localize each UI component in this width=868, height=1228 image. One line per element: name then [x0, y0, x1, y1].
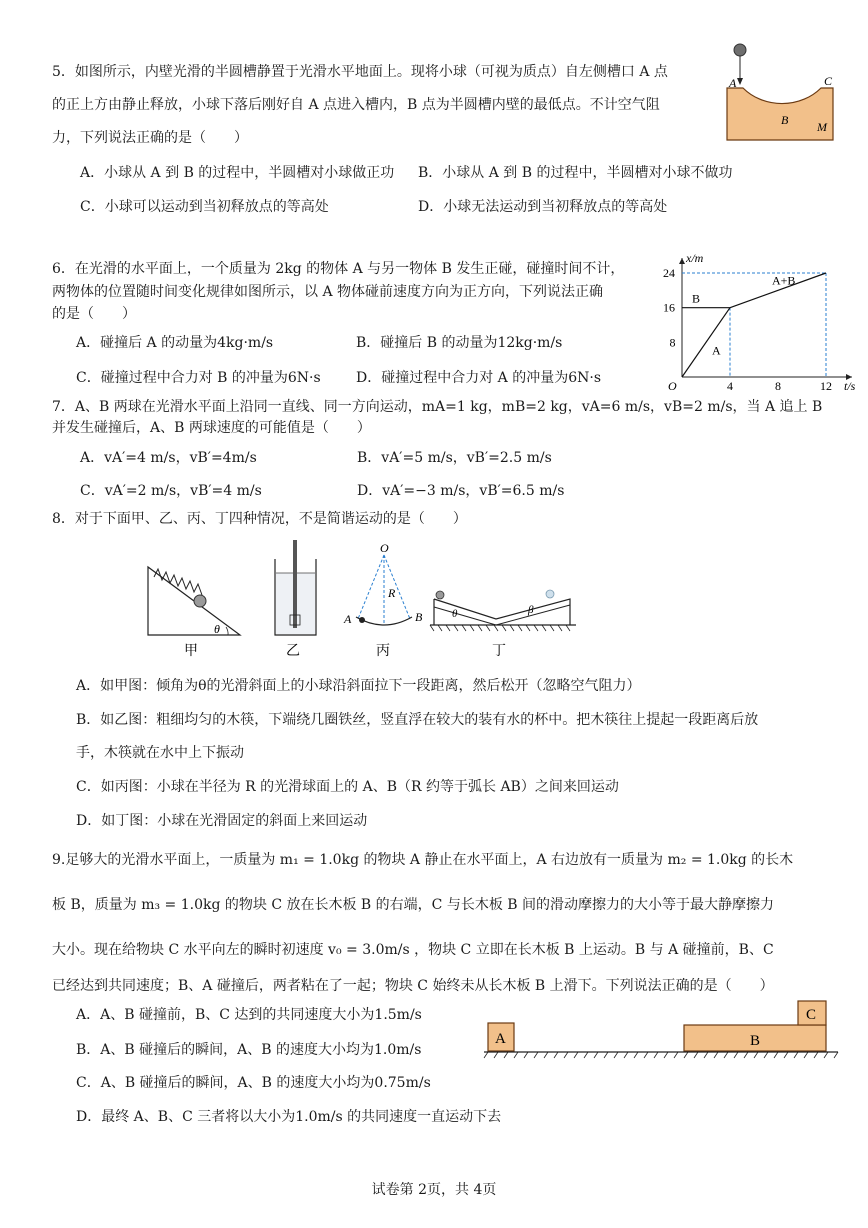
- q6-stem-line-2: 两物体的位置随时间变化规律如图所示，以 A 物体碰前速度方向为正方向，下列说法正确: [52, 284, 604, 300]
- label-yi: 乙: [286, 644, 300, 659]
- q9-stem-line-2: 板 B，质量为 m₃ = 1.0kg 的物块 C 放在长木板 B 的右端，C 与长木板 B 间的滑动摩擦力的大小等于最大静摩擦力: [52, 897, 775, 913]
- q9-option-a: A．A、B 碰撞前，B、C 达到的共同速度大小为1.5m/s: [76, 1007, 422, 1023]
- label-m: M: [817, 120, 827, 134]
- x-tick-label: 12: [820, 379, 832, 390]
- q5-option-b: B．小球从 A 到 B 的过程中，半圆槽对小球不做功: [418, 165, 733, 181]
- q8-option-c: C．如丙图：小球在半径为 R 的光滑球面上的 A、B（R 约等于弧长 AB）之间来回运动: [76, 779, 619, 795]
- label-bing: 丙: [376, 644, 390, 659]
- label-board-b: B: [750, 1033, 761, 1049]
- q9-option-d: D．最终 A、B、C 三者将以大小为1.0m/s 的共同速度一直运动下去: [76, 1109, 502, 1125]
- bing-r: R: [388, 586, 396, 600]
- series-label-a-plus-b: A+B: [772, 273, 796, 288]
- ding-beta: β: [528, 604, 534, 616]
- q6-option-c: C．碰撞过程中合力对 B 的冲量为6N·s: [76, 370, 321, 386]
- origin-label: O: [668, 379, 677, 390]
- q9-option-b: B．A、B 碰撞后的瞬间，A、B 的速度大小均为1.0m/s: [76, 1042, 422, 1058]
- q9-blocks-figure: [480, 998, 844, 1064]
- q7-stem-line-2: 并发生碰撞后，A、B 两球速度的可能值是（ ）: [52, 420, 371, 436]
- x-tick-label: 8: [775, 379, 781, 390]
- label-block-a: A: [495, 1031, 506, 1047]
- y-tick-label: 24: [663, 266, 675, 280]
- series-line-a: [682, 308, 730, 377]
- q5-stem-line-3: 力，下列说法正确的是（ ）: [52, 130, 248, 146]
- q5-stem-line-2: 的正上方由静止释放，小球下落后刚好自 A 点进入槽内，B 点为半圆槽内壁的最低点。不计空气阻: [52, 97, 660, 113]
- x-axis-label: t/s: [844, 379, 856, 390]
- bing-o: O: [380, 541, 389, 555]
- q6-stem-line-3: 的是（ ）: [52, 306, 136, 322]
- q5-option-d: D．小球无法运动到当初释放点的等高处: [418, 199, 668, 215]
- figure-bing: [343, 541, 423, 659]
- q6-option-b: B．碰撞后 B 的动量为12kg·m/s: [356, 335, 563, 351]
- q8-figures: [140, 537, 580, 665]
- q5-stem-line-1: 5．如图所示，内壁光滑的半圆槽静置于光滑水平地面上。现将小球（可视为质点）自左侧槽口 A 点: [52, 64, 668, 80]
- ding-theta: θ: [452, 608, 458, 620]
- y-axis-arrow: [679, 258, 685, 264]
- series-label-b: B: [692, 291, 701, 306]
- figure-ding: [430, 590, 576, 659]
- y-tick-label: 8: [669, 335, 676, 350]
- page-footer: 试卷第 2页，共 4页: [371, 1182, 497, 1198]
- label-block-c: C: [806, 1007, 817, 1023]
- q8-option-b-line-1: B．如乙图：粗细均匀的木筷，下端绕几圈铁丝，竖直浮在较大的装有水的杯中。把木筷往上提起一段距离后放: [76, 712, 759, 728]
- q6-option-d: D．碰撞过程中合力对 A 的冲量为6N·s: [356, 370, 602, 386]
- q6-position-time-chart: [658, 250, 864, 390]
- q9-stem-line-4: 已经达到共同速度；B、A 碰撞后，两者粘在了一起；物块 C 始终未从长木板 B 上滑下。下列说法正确的是（ ）: [52, 978, 774, 994]
- q5-option-a: A．小球从 A 到 B 的过程中，半圆槽对小球做正功: [80, 165, 395, 181]
- label-c: C: [824, 74, 833, 88]
- bing-a: A: [344, 612, 352, 626]
- q5-half-pipe-figure: [715, 38, 845, 144]
- figure-yi: [275, 540, 316, 659]
- q7-stem-line-1: 7．A、B 两球在光滑水平面上沿同一直线、同一方向运动，mA=1 kg，mB=2 kg，vA=6 m/s，vB=2 m/s，当 A 追上 B: [52, 399, 823, 415]
- q6-option-a: A．碰撞后 A 的动量为4kg·m/s: [76, 335, 274, 351]
- q7-option-a: A．vA′=4 m/s，vB′=4m/s: [80, 450, 257, 466]
- q8-option-a: A．如甲图：倾角为θ的光滑斜面上的小球沿斜面拉下一段距离，然后松开（忽略空气阻力）: [76, 678, 641, 694]
- q7-option-d: D．vA′=−3 m/s，vB′=6.5 m/s: [357, 483, 565, 499]
- jia-theta: θ: [214, 622, 220, 636]
- q9-stem-line-1: 9.足够大的光滑水平面上，一质量为 m₁ = 1.0kg 的物块 A 静止在水平面上，A 右边放有一质量为 m₂ = 1.0kg 的长木: [52, 852, 794, 868]
- y-axis-label: x/m: [686, 251, 704, 265]
- label-ding: 丁: [492, 644, 506, 659]
- q8-option-b-line-2: 手，木筷就在水中上下振动: [76, 745, 244, 761]
- q5-option-c: C．小球可以运动到当初释放点的等高处: [80, 199, 329, 215]
- q6-stem-line-1: 6．在光滑的水平面上，一个质量为 2kg 的物体 A 与另一物体 B 发生正碰，碰撞时间不计，: [52, 261, 625, 277]
- falling-ball: [734, 44, 746, 56]
- bing-b: B: [415, 610, 423, 624]
- label-jia: 甲: [184, 644, 198, 659]
- q8-stem: 8．对于下面甲、乙、丙、丁四种情况，不是简谐运动的是（ ）: [52, 511, 467, 527]
- label-a: A: [729, 76, 737, 90]
- q7-option-b: B．vA′=5 m/s，vB′=2.5 m/s: [357, 450, 552, 466]
- q9-stem-line-3: 大小。现在给物块 C 水平向左的瞬时初速度 v₀ = 3.0m/s ，物块 C 立即在长木板 B 上运动。B 与 A 碰撞前，B、C: [52, 942, 774, 958]
- figure-jia: [148, 567, 240, 659]
- y-tick-label: 16: [663, 300, 675, 315]
- q9-option-c: C．A、B 碰撞后的瞬间，A、B 的速度大小均为0.75m/s: [76, 1075, 431, 1091]
- series-label-a: A: [712, 343, 721, 358]
- q7-option-c: C．vA′=2 m/s，vB′=4 m/s: [80, 483, 262, 499]
- x-tick-label: 4: [727, 379, 733, 390]
- q8-option-d: D．如丁图：小球在光滑固定的斜面上来回运动: [76, 813, 368, 829]
- label-b: B: [781, 113, 789, 127]
